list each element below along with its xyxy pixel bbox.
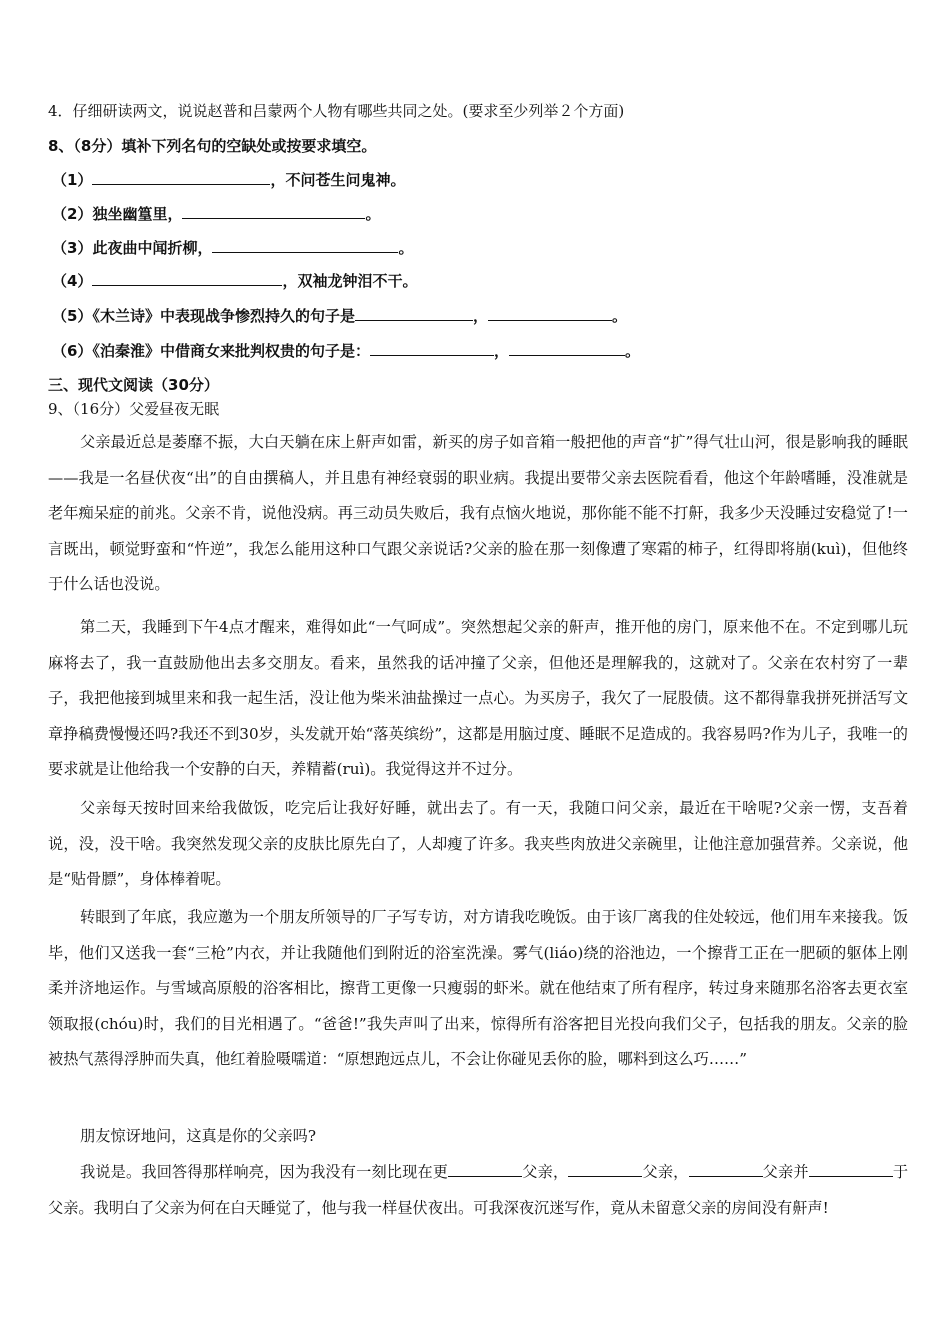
answer-blank[interactable] <box>568 1162 642 1177</box>
paragraph-3: 父亲每天按时回来给我做饭，吃完后让我好好睡，就出去了。有一天，我随口问父亲，最近在干啥呢?父亲一愣，支吾着说，没，没干啥。我突然发现父亲的皮肤比原先白了，人却瘦了许多。我夹些肉放进父亲碗里，让他注意加强营养。父亲说，他是“贴骨膘”，身体棒着呢。 <box>48 799 908 889</box>
answer-blank[interactable] <box>370 341 494 356</box>
fill-item-1: （1） ，不问苍生问鬼神。 <box>52 171 406 189</box>
answer-blank[interactable] <box>355 306 473 321</box>
paragraph-2: 第二天，我睡到下午4点才醒来，难得如此“一气呵成”。突然想起父亲的鼾声，推开他的房门，原来他不在。不定到哪儿玩麻将去了，我一直鼓励他出去多交朋友。看来，虽然我的话冲撞了父亲，但他还是理解我的，这就对了。父亲在农村穷了一辈子，我把他接到城里来和我一起生活，没让他为柴米油盐操过一点心。为买房子，我欠了一屁股债。这不都得靠我拼死拼活写文章挣稿费慢慢还吗?我还不到30岁，头发就开始“落英缤纷”，这都是用脑过度、睡眠不足造成的。我容易吗?作为儿子，我唯一的要求就是让他给我一个安静的白天，养精蓄(ruì)。我觉得这并不过分。 <box>48 618 908 779</box>
paragraph-6: 我说是。我回答得那样响亮，因为我没有一刻比现在更 父亲， 父亲， 父亲并 于父亲。我明白了父亲为何在白天睡觉了，他与我一样昼伏夜出。可我深夜沉迷写作，竟从未留意父亲的房间没有鼾声! <box>48 1163 909 1217</box>
question-4: 4．仔细研读两文，说说赵普和吕蒙两个人物有哪些共同之处。(要求至少列举２个方面) <box>48 102 625 120</box>
fill-item-3: （3）此夜曲中闻折柳， 。 <box>52 239 414 257</box>
answer-blank[interactable] <box>488 306 612 321</box>
answer-blank[interactable] <box>92 271 282 286</box>
question-9-title: 9、（16分）父爱昼夜无眠 <box>48 400 220 418</box>
question-8-title: 8、（8分）填补下列名句的空缺处或按要求填空。 <box>48 137 377 155</box>
answer-blank[interactable] <box>92 170 270 185</box>
fill-item-4: （4） ，双袖龙钟泪不干。 <box>52 272 418 290</box>
fill-item-5: （5）《木兰诗》中表现战争惨烈持久的句子是 ， 。 <box>52 307 627 325</box>
answer-blank[interactable] <box>509 341 625 356</box>
fill-item-2: （2）独坐幽篁里， 。 <box>52 205 381 223</box>
fill-item-6: （6）《泊秦淮》中借商女来批判权贵的句子是： ， 。 <box>52 342 640 360</box>
answer-blank[interactable] <box>448 1162 522 1177</box>
paragraph-1: 父亲最近总是萎靡不振，大白天躺在床上鼾声如雷，新买的房子如音箱一般把他的声音“扩”得气壮山河，很是影响我的睡眠——我是一名昼伏夜“出”的自由撰稿人，并且患有神经衰弱的职业病。我提出要带父亲去医院看看，他这个年龄嗜睡，没准就是老年痴呆症的前兆。父亲不肯，说他没病。再三动员失败后，我有点恼火地说，那你能不能不打鼾，我多少天没睡过安稳觉了!一言既出，顿觉野蛮和“忤逆”，我怎么能用这种口气跟父亲说话?父亲的脸在那一刻像遭了寒霜的柿子，红得即将崩(kuì)，但他终于什么话也没说。 <box>48 433 908 594</box>
paragraph-4: 转眼到了年底，我应邀为一个朋友所领导的厂子写专访，对方请我吃晚饭。由于该厂离我的住处较远，他们用车来接我。饭毕，他们又送我一套“三枪”内衣，并让我随他们到附近的浴室洗澡。雾气(liáo)绕的浴池边，一个擦背工正在一肥硕的躯体上刚柔并济地运作。与雪域高原般的浴客相比，擦背工更像一只瘦弱的虾米。就在他结束了所有程序，转过身来随那名浴客去更衣室领取报(chóu)时，我们的目光相遇了。“爸爸!”我失声叫了出来，惊得所有浴客把目光投向我们父子，包括我的朋友。父亲的脸被热气蒸得浮肿而失真，他红着脸嗫嚅道：“原想跑远点儿，不会让你碰见丢你的脸，哪料到这么巧……” <box>48 908 908 1069</box>
paragraph-5: 朋友惊讶地问，这真是你的父亲吗? <box>80 1127 316 1145</box>
answer-blank[interactable] <box>212 238 398 253</box>
answer-blank[interactable] <box>809 1162 893 1177</box>
answer-blank[interactable] <box>182 204 365 219</box>
section-3-heading: 三、现代文阅读（30分） <box>48 376 219 394</box>
answer-blank[interactable] <box>689 1162 763 1177</box>
